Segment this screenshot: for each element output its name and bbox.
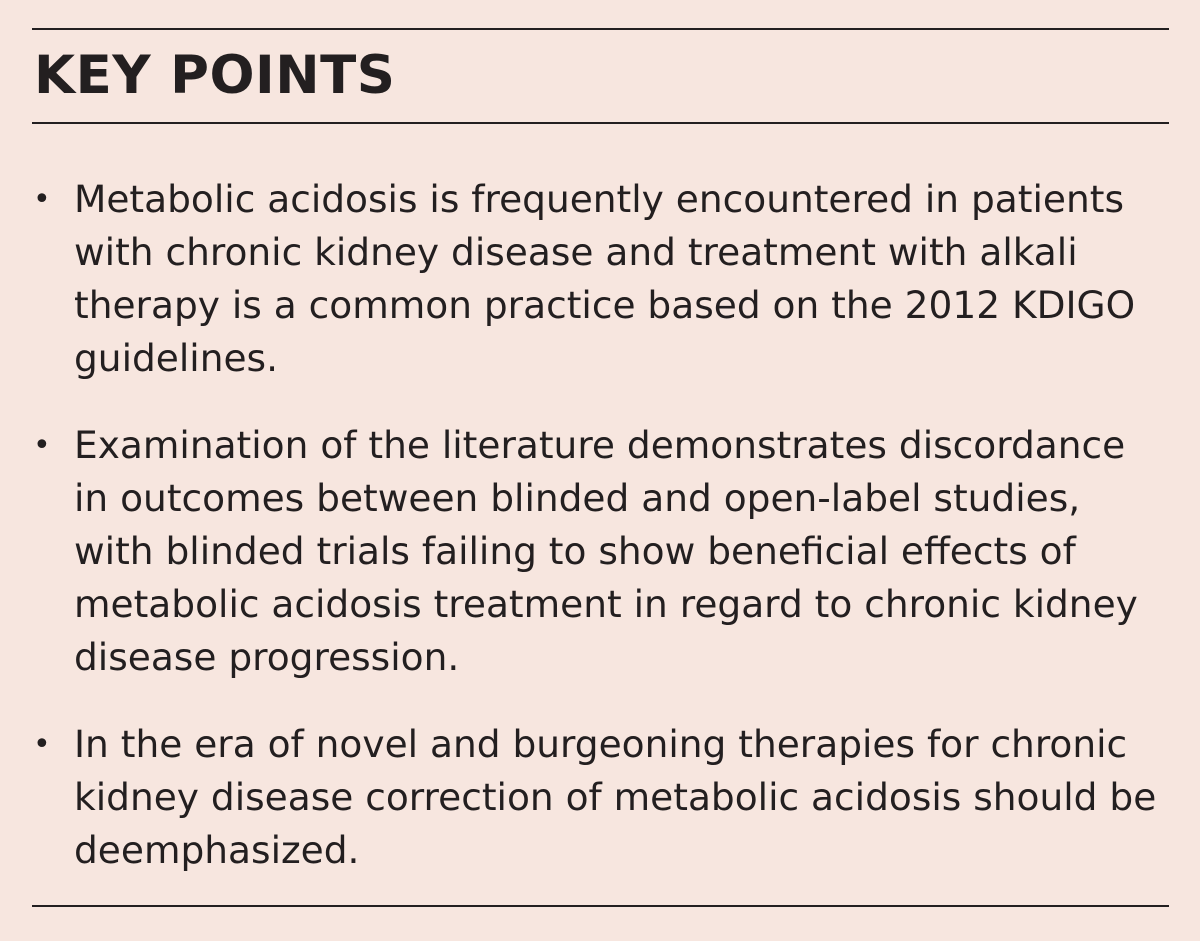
key-point-item: [32, 173, 1169, 385]
top-rule: [32, 28, 1169, 30]
bullet-icon: •: [33, 428, 51, 463]
key-point-text: In the era of novel and burgeoning therapies for chronic kidney disease correction of metabolic acidosis should be deemphasized.: [74, 722, 1157, 872]
bullet-icon: •: [33, 727, 51, 762]
key-points-box: [32, 28, 1169, 910]
key-point-item: [32, 419, 1169, 684]
key-point-text: Metabolic acidosis is frequently encountered in patients with chronic kidney disease and treatment with alkali therapy is a common practice based on the 2012 KDIGO guidelines.: [74, 177, 1136, 380]
bullet-icon: •: [33, 182, 51, 217]
heading-rule: [32, 122, 1169, 124]
key-points-heading: KEY POINTS: [34, 45, 396, 106]
bottom-rule: [32, 905, 1169, 907]
key-point-text: Examination of the literature demonstrates discordance in outcomes between blinded and open-label studies, with blinded trials failing to show beneficial effects of metabolic acidosis treatment in regard to chronic kidney disease progression.: [74, 423, 1138, 679]
key-point-item: [32, 718, 1169, 877]
key-points-list: [32, 173, 1169, 911]
